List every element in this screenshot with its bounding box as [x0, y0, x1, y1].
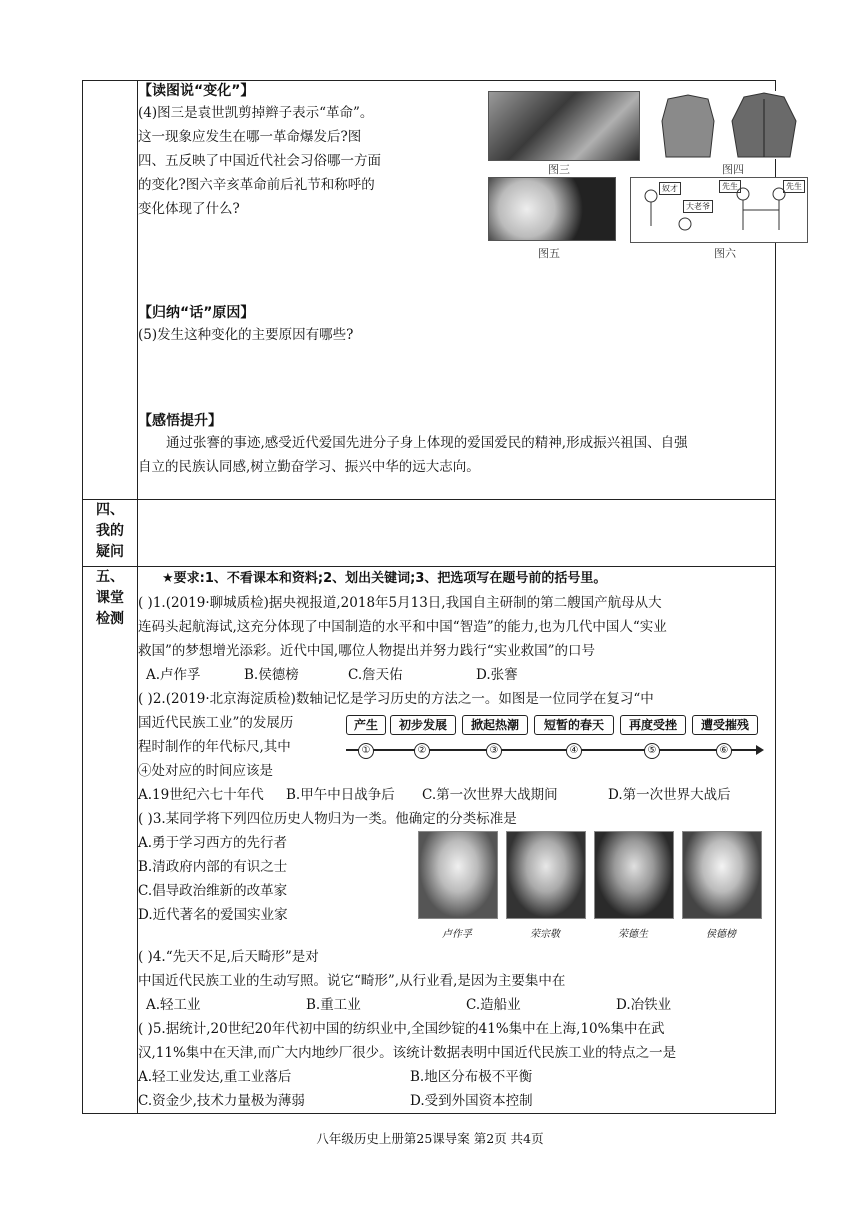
reason-title: 【归纳“话”原因】	[138, 305, 255, 321]
figure-four-caption: 图四	[722, 163, 744, 176]
question-5-options-row-2	[138, 1089, 775, 1113]
question-1-options	[138, 663, 775, 687]
row3-label-cell	[83, 81, 138, 500]
figure-five-caption: 图五	[538, 247, 560, 260]
question-4-options	[138, 993, 775, 1017]
option[interactable]: D.冶铁业	[616, 997, 672, 1013]
timeline-mark: ⑤	[644, 743, 660, 759]
question-5	[138, 1017, 775, 1113]
read-picture-question	[138, 101, 468, 221]
page-footer: 八年级历史上册第25课导案 第2页 共4页	[316, 1131, 544, 1146]
portrait-image	[682, 831, 762, 919]
bubble-sir-right: 先生	[783, 180, 805, 193]
row4-label: 四、	[96, 502, 124, 518]
read-line: 四、五反映了中国近代社会习俗哪一方面	[138, 153, 381, 169]
option[interactable]: A.19世纪六七十年代	[138, 787, 264, 803]
option[interactable]: A.轻工业发达,重工业落后	[138, 1069, 292, 1085]
question-line: 中国近代民族工业的生动写照。说它“畸形”,从行业看,是因为主要集中在	[138, 973, 566, 989]
portrait-name: 卢作孚	[442, 929, 472, 940]
question-2	[138, 687, 775, 807]
my-questions-cell[interactable]	[138, 500, 776, 567]
insight-line: 通过张謇的事迹,感受近代爱国先进分子身上体现的爱国爱民的精神,形成振兴祖国、自强	[166, 435, 688, 451]
lesson-table	[82, 80, 802, 1114]
figure-six-image	[630, 177, 808, 243]
question-line: ( )3.某同学将下列四位历史人物归为一类。他确定的分类标准是	[138, 811, 517, 827]
portrait-name: 荣德生	[618, 929, 648, 940]
question-line: ( )1.(2019·聊城质检)据央视报道,2018年5月13日,我国自主研制的第二艘国产航母从大	[138, 595, 662, 611]
bubble-master: 大老爷	[683, 200, 713, 213]
timeline-stage: 掀起热潮	[462, 715, 528, 735]
timeline-stage: 再度受挫	[620, 715, 686, 735]
question-line: 救国”的梦想增光添彩。近代中国,哪位人物提出并努力践行“实业救国”的口号	[138, 643, 595, 659]
study-section	[138, 81, 802, 499]
option[interactable]: B.甲午中日战争后	[286, 787, 395, 803]
timeline-mark: ④	[566, 743, 582, 759]
question-line: 程时制作的年代标尺,其中	[138, 739, 291, 755]
question-line: ( )4.“先天不足,后天畸形”是对	[138, 949, 319, 965]
lesson-page	[82, 80, 802, 1114]
reason-block	[138, 303, 353, 347]
option[interactable]: D.第一次世界大战后	[608, 787, 731, 803]
question-line: 国近代民族工业”的发展历	[138, 715, 294, 731]
industry-timeline	[346, 715, 766, 775]
option[interactable]: A.卢作孚	[146, 667, 201, 683]
option[interactable]: C.第一次世界大战期间	[422, 787, 558, 803]
question-line: ( )2.(2019·北京海淀质检)数轴记忆是学习历史的方法之一。如图是一位同学在复习“中	[138, 691, 654, 707]
question-line: ( )5.据统计,20世纪20年代初中国的纺织业中,全国纱锭的41%集中在上海,10%集中在武	[138, 1021, 665, 1037]
option[interactable]: C.倡导政治维新的改革家	[138, 883, 288, 899]
timeline-arrow-icon	[756, 745, 764, 755]
read-line: 变化体现了什么?	[138, 201, 240, 217]
timeline-axis	[346, 749, 760, 751]
read-picture-title: 【读图说“变化”】	[138, 83, 255, 99]
portraits-group	[418, 831, 764, 941]
row5-label: 课堂	[96, 590, 124, 606]
option[interactable]: C.资金少,技术力量极为薄弱	[138, 1093, 305, 1109]
insight-title: 【感悟提升】	[138, 413, 222, 429]
portrait-name: 荣宗敬	[530, 929, 560, 940]
option[interactable]: C.詹天佑	[348, 667, 403, 683]
question-line: 连码头起航海试,这充分体现了中国制造的水平和中国“智造”的能力,也为几代中国人“实业	[138, 619, 667, 635]
figures-group	[488, 91, 828, 266]
option[interactable]: B.重工业	[306, 997, 361, 1013]
insight-block	[138, 411, 816, 479]
timeline-stage: 产生	[346, 715, 386, 735]
quiz-cell	[138, 567, 776, 1114]
portrait-image	[594, 831, 674, 919]
timeline-stage: 初步发展	[390, 715, 456, 735]
portrait-image	[506, 831, 586, 919]
row4-label: 疑问	[96, 544, 124, 560]
timeline-mark: ③	[486, 743, 502, 759]
option[interactable]: D.受到外国资本控制	[410, 1093, 533, 1109]
option[interactable]: A.勇于学习西方的先行者	[138, 835, 288, 851]
bubble-sir-left: 先生	[719, 180, 741, 193]
clothing-illustration	[658, 91, 806, 159]
timeline-mark: ①	[358, 743, 374, 759]
option[interactable]: A.轻工业	[146, 997, 201, 1013]
question-1	[138, 591, 775, 687]
option[interactable]: B.清政府内部的有识之士	[138, 859, 288, 875]
figure-four-image	[658, 91, 806, 159]
row5-label: 检测	[96, 611, 124, 627]
question-line: 汉,11%集中在天津,而广大内地纱厂很少。该统计数据表明中国近代民族工业的特点之一是	[138, 1045, 677, 1061]
quiz-requirement: ★要求:1、不看课本和资料;2、划出关键词;3、把选项写在题号前的括号里。	[162, 571, 607, 586]
row4-label-cell	[83, 500, 138, 567]
row3-content-cell	[138, 81, 802, 500]
read-line: (4)图三是袁世凯剪掉辫子表示“革命”。	[138, 105, 374, 121]
figure-three-image	[488, 91, 640, 161]
question-5-options-row-1	[138, 1065, 775, 1089]
figure-five-image	[488, 177, 616, 241]
read-line: 这一现象应发生在哪一革命爆发后?图	[138, 129, 362, 145]
read-line: 的变化?图六辛亥革命前后礼节和称呼的	[138, 177, 375, 193]
timeline-mark: ⑥	[716, 743, 732, 759]
option[interactable]: C.造船业	[466, 997, 521, 1013]
timeline-stage: 短暂的春天	[534, 715, 614, 735]
figure-six-caption: 图六	[714, 247, 736, 260]
question-3	[138, 807, 775, 945]
row5-label: 五、	[96, 569, 124, 585]
question-line: ④处对应的时间应该是	[138, 763, 273, 779]
insight-line: 自立的民族认同感,树立勤奋学习、振兴中华的远大志向。	[138, 459, 480, 475]
portrait-name: 侯德榜	[706, 929, 736, 940]
option[interactable]: D.近代著名的爱国实业家	[138, 907, 288, 923]
timeline-stage: 遭受摧残	[692, 715, 758, 735]
bubble-servant: 奴才	[659, 182, 681, 195]
timeline-mark: ②	[414, 743, 430, 759]
figure-three-caption: 图三	[548, 163, 570, 176]
option[interactable]: B.地区分布极不平衡	[410, 1069, 533, 1085]
row4-label: 我的	[96, 523, 124, 539]
portrait-image	[418, 831, 498, 919]
reason-question: (5)发生这种变化的主要原因有哪些?	[138, 327, 354, 343]
option[interactable]: B.侯德榜	[244, 667, 299, 683]
option[interactable]: D.张謇	[476, 667, 518, 683]
question-4	[138, 945, 775, 1017]
question-2-body	[138, 711, 775, 789]
row5-label-cell	[83, 567, 138, 1114]
